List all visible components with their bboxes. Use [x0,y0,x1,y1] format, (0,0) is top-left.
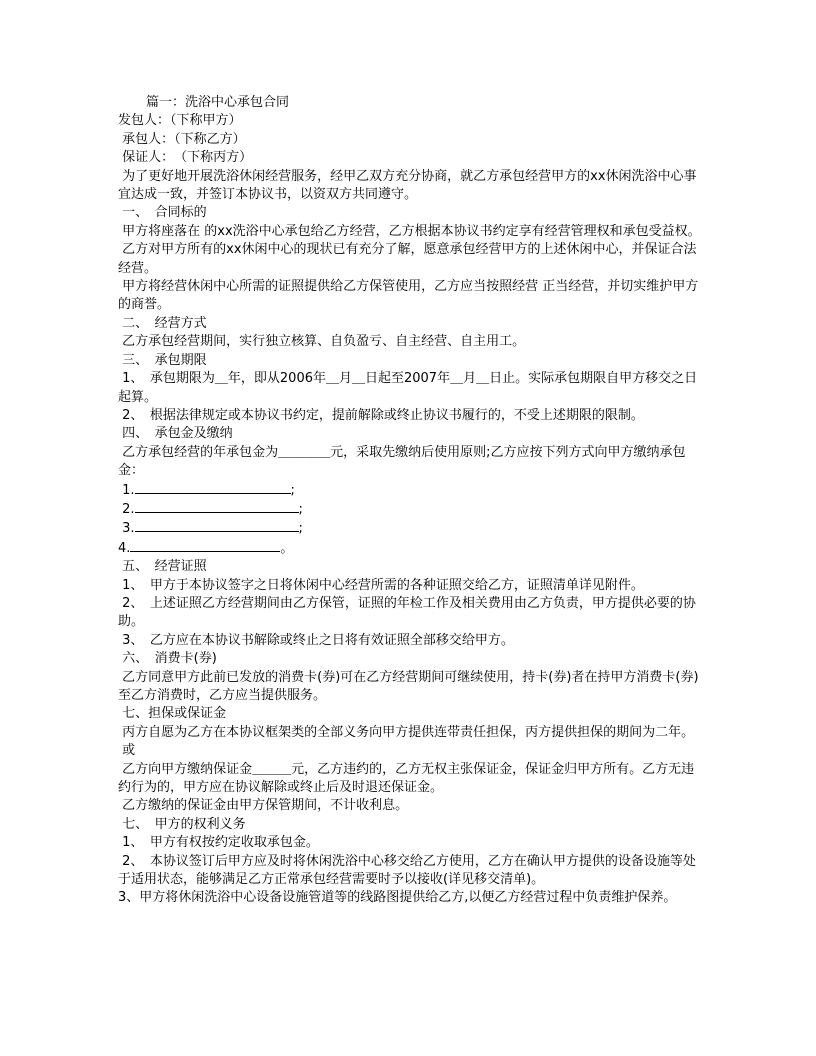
list-item-end: ; [298,501,303,517]
payment-list-item [118,519,704,538]
section-8-heading: 七、 甲方的权利义务 [118,816,246,832]
payment-list-item [118,500,704,519]
list-item-number: 1. [118,482,135,498]
section-1-heading: 一、 合同标的 [118,205,207,221]
section-8-paragraph-2: 2、 本协议签订后甲方应及时将休闲洗浴中心移交给乙方使用，乙方在确认甲方提供的设备设施等处于适用状态，能够满足乙方正常承包经营需要时予以接收(详见移交清单)。 [118,853,696,888]
list-item-end: ; [298,521,303,537]
party-b-line: 承包人：（下称乙方） [118,131,246,147]
guarantor-line: 保证人： （下称丙方） [118,150,253,166]
section-8-paragraph-3: 3、甲方将休闲洗浴中心设备设施管道等的线路图提供给乙方,以便乙方经营过程中负责维护保养。 [118,890,677,906]
section-6-heading: 六、 消费卡(券) [118,651,217,667]
fill-in-blank [130,539,280,552]
section-7-or: 或 [118,743,136,759]
fill-in-blank [135,500,299,513]
section-5-paragraph-1: 1、 甲方于本协议签字之日将休闲中心经营所需的各种证照交给乙方，证照清单详见附件。 [118,577,644,593]
list-item-number: 3. [118,521,135,537]
intro-paragraph: 为了更好地开展洗浴休闲经营服务，经甲乙双方充分协商，就乙方承包经营甲方的xx休闲洗浴中心事宜达成一致，并签订本协议书，以资双方共同遵守。 [118,168,697,203]
list-item-number: 4. [118,540,131,556]
payment-list-item [118,481,704,500]
section-3-paragraph-1: 1、 承包期限为＿年，即从2006年＿月＿日起至2007年＿月＿日止。实际承包期限自甲方移交之日起算。 [118,371,698,405]
document-title: 篇一：洗浴中心承包合同 [146,95,290,110]
section-7-paragraph-3: 乙方缴纳的保证金由甲方保管期间，不计收利息。 [118,798,409,814]
section-1-paragraph-2: 乙方对甲方所有的xx休闲中心的现状已有充分了解，愿意承包经营甲方的上述休闲中心，并保证合法经营。 [118,242,697,276]
section-2-paragraph-1: 乙方承包经营期间，实行独立核算、自负盈亏、自主经营、自主用工。 [118,334,526,350]
section-1-paragraph-3: 甲方将经营休闲中心所需的证照提供给乙方保管使用，乙方应当按照经营 正当经营，并切实维护甲方的商誉。 [118,279,699,313]
section-8-paragraph-1: 1、 甲方有权按约定收取承包金。 [118,835,319,851]
section-7-heading: 七、担保或保证金 [118,706,227,722]
payment-list-item [118,539,704,558]
section-5-heading: 五、 经营证照 [118,559,207,575]
section-4-paragraph-1: 乙方承包经营的年承包金为＿＿＿＿元，采取先缴纳后使用原则;乙方应按下列方式向甲方缴纳承包金： [118,444,686,479]
section-7-paragraph-2: 乙方向甲方缴纳保证金＿＿＿元，乙方违约的，乙方无权主张保证金，保证金归甲方所有。乙方无违约行为的，甲方应在协议解除或终止后及时退还保证金。 [118,761,695,796]
section-5-paragraph-3: 3、 乙方应在本协议书解除或终止之日将有效证照全部移交给甲方。 [118,632,514,648]
party-a-line: 发包人：（下称甲方） [118,113,242,129]
list-item-number: 2. [118,501,135,517]
fill-in-blank [135,519,299,532]
contract-document [118,94,704,908]
section-1-paragraph-1: 甲方将座落在 的xx洗浴中心承包给乙方经营，乙方根据本协议书约定享有经营管理权和承包受益权。 [118,223,701,239]
list-item-end: ; [290,482,295,498]
section-5-paragraph-2: 2、 上述证照乙方经营期间由乙方保管，证照的年检工作及相关费用由乙方负责，甲方提供必要的协助。 [118,595,696,630]
fill-in-blank [135,481,291,494]
section-2-heading: 二、 经营方式 [118,315,207,331]
section-3-paragraph-2: 2、 根据法律规定或本协议书约定，提前解除或终止协议书履行的，不受上述期限的限制。 [118,407,644,423]
section-7-paragraph-1: 丙方自愿为乙方在本协议框架类的全部义务向甲方提供连带责任担保，丙方提供担保的期间为二年。 [118,724,695,740]
section-3-heading: 三、 承包期限 [118,352,207,368]
section-4-heading: 四、 承包金及缴纳 [118,426,233,442]
section-6-paragraph-1: 乙方同意甲方此前已发放的消费卡(券)可在乙方经营期间可继续使用，持卡(券)者在持甲方消费卡(券)至乙方消费时，乙方应当提供服务。 [118,669,699,703]
list-item-end: 。 [280,540,294,556]
